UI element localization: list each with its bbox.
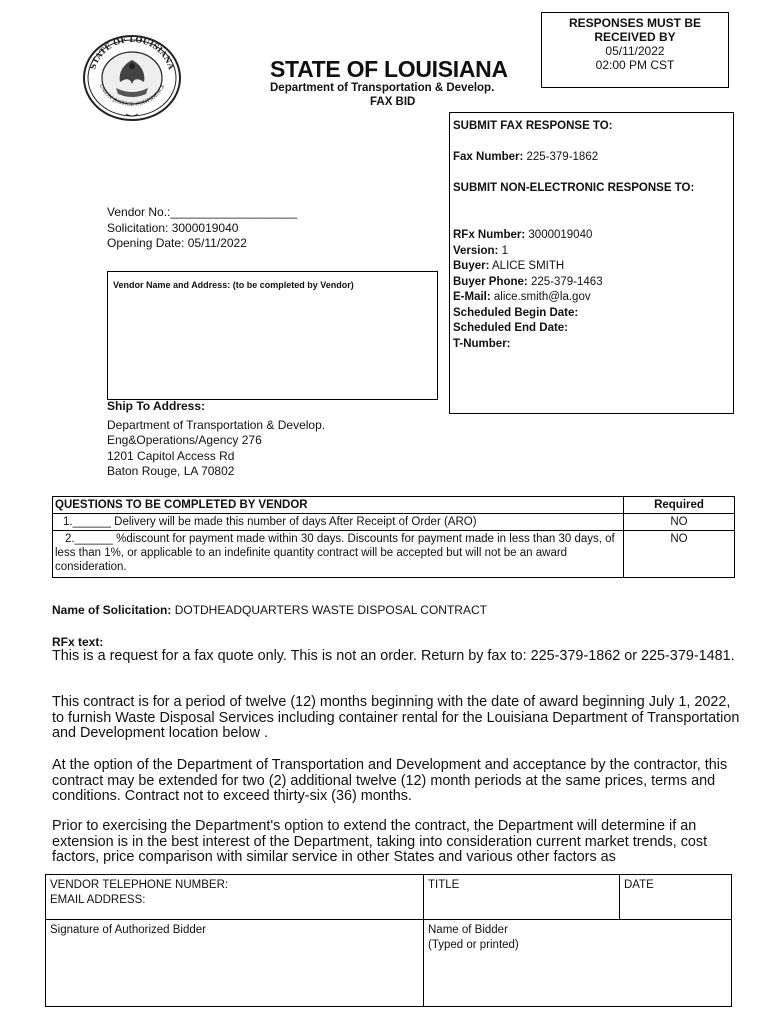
submit-nonelectronic-heading: SUBMIT NON-ELECTRONIC RESPONSE TO: [453,182,695,194]
title-label: TITLE [428,879,460,891]
version-label: Version: [453,244,499,257]
question-1-required: NO [624,514,735,531]
rfx-number-value: 3000019040 [528,229,593,241]
scheduled-begin-label: Scheduled Begin Date: [453,306,579,319]
ship-to-line-1: Department of Transportation & Develop. [107,417,326,432]
table-row [46,875,732,920]
vendor-info [107,205,297,252]
email-value: alice.smith@la.gov [493,291,591,303]
fax-number-value: 225-379-1862 [526,151,599,163]
solicitation-number: Solicitation: 3000019040 [107,220,239,235]
bidder-name-cell[interactable] [424,920,732,1007]
bidder-name-sublabel: (Typed or printed) [428,939,519,951]
rfx-text-label: RFx text: [52,635,104,649]
ship-to-line-3: 1201 Capitol Access Rd [107,448,235,463]
question-2-required: NO [624,531,735,578]
ship-to-line-4: Baton Rouge, LA 70802 [107,464,235,478]
svg-text:UNION JUSTICE CONFIDENCE: UNION JUSTICE CONFIDENCE [97,83,167,108]
fax-number-label: Fax Number: [453,151,524,163]
deadline-time: 02:00 PM CST [595,58,675,72]
date-label: DATE [624,879,654,891]
rfx-details [453,228,603,352]
buyer-value: ALICE SMITH [492,260,565,272]
scheduled-end-label: Scheduled End Date: [453,322,569,334]
bidder-name-label: Name of Bidder [428,924,508,936]
submit-fax-heading: SUBMIT FAX RESPONSE TO: [453,120,613,132]
vendor-name-address-box[interactable] [107,271,438,400]
fax-bid-label: FAX BID [370,96,416,108]
ship-to-heading: Ship To Address: [107,399,206,413]
vendor-number: Vendor No.:___________________ [107,205,298,219]
table-row [53,514,735,531]
deadline-date: 05/11/2022 [605,44,665,58]
signature-table [45,874,732,1007]
deadline-heading-2: RECEIVED BY [594,30,676,44]
vendor-telephone-label: VENDOR TELEPHONE NUMBER: [50,879,229,891]
opening-date: Opening Date: 05/11/2022 [107,236,247,250]
version-value: 1 [501,244,508,257]
required-heading: Required [624,497,735,514]
louisiana-seal-icon [80,34,184,122]
questions-heading: QUESTIONS TO BE COMPLETED BY VENDOR [53,497,624,514]
signature-label: Signature of Authorized Bidder [50,924,206,936]
ship-to-address [107,399,325,480]
email-address-label: EMAIL ADDRESS: [50,894,146,906]
vendor-name-address-label: Vendor Name and Address: (to be completed by Vendor) [113,280,354,290]
buyer-phone-label: Buyer Phone: [453,275,528,288]
question-2-text: 2.______ %discount for payment made within 30 days. Discounts for payment made in less than 30 days, of less than 1%, or applicable to an indefinite quantity contract will be accepted but will not be an award consideration. [53,531,624,578]
rfx-paragraph-1: This is a request for a fax quote only. This is not an order. Return by fax to: 225-379-1862 or 225-379-1481. [52,648,735,664]
rfx-paragraph-2: This contract is for a period of twelve (12) months beginning with the date of award beginning July 1, 2022, to furnish Waste Disposal Services including container rental for the Louisiana Department of Transportation and Development location below . [52,694,740,741]
title-cell[interactable] [424,875,620,920]
rfx-paragraph-4: Prior to exercising the Department's option to extend the contract, the Department will determine if an extension is in the best interest of the Department, taking into consideration current market trends, cost factors, price comparison with similar service in other States and various other factors as [52,819,708,865]
table-row [46,920,732,1007]
buyer-phone-value: 225-379-1463 [530,275,603,288]
table-header-row [53,497,735,514]
deadline-heading-1: RESPONSES MUST BE [568,16,702,30]
signature-cell[interactable] [46,920,424,1007]
solicitation-name-line [52,603,487,617]
solicitation-name-value: DOTDHEADQUARTERS WASTE DISPOSAL CONTRACT [174,603,487,617]
buyer-label: Buyer: [453,260,490,272]
rfx-number-label: RFx Number: [453,229,526,241]
response-deadline-box [541,12,729,88]
solicitation-name-label: Name of Solicitation: [52,603,172,617]
department-name: Department of Transportation & Develop. [270,82,495,94]
date-cell[interactable] [620,875,732,920]
svg-text:STATE OF LOUISIANA: STATE OF LOUISIANA [87,34,177,71]
vendor-questions-table [52,496,735,578]
email-label: E-Mail: [453,291,491,303]
rfx-paragraph-3: At the option of the Department of Transportation and Development and acceptance by the contractor, this contract may be extended for two (2) additional twelve (12) month periods at the same prices, terms and conditions. Contract not to exceed thirty-six (36) months. [52,757,728,804]
page-title: STATE OF LOUISIANA [270,56,508,82]
fax-number-line [453,150,598,165]
question-1-text: 1.______ Delivery will be made this number of days After Receipt of Order (ARO) [53,514,624,531]
vendor-contact-cell[interactable] [46,875,424,920]
fax-response-box [449,112,734,414]
t-number-label: T-Number: [453,337,511,350]
ship-to-line-2: Eng&Operations/Agency 276 [107,433,262,447]
table-row [53,531,735,578]
